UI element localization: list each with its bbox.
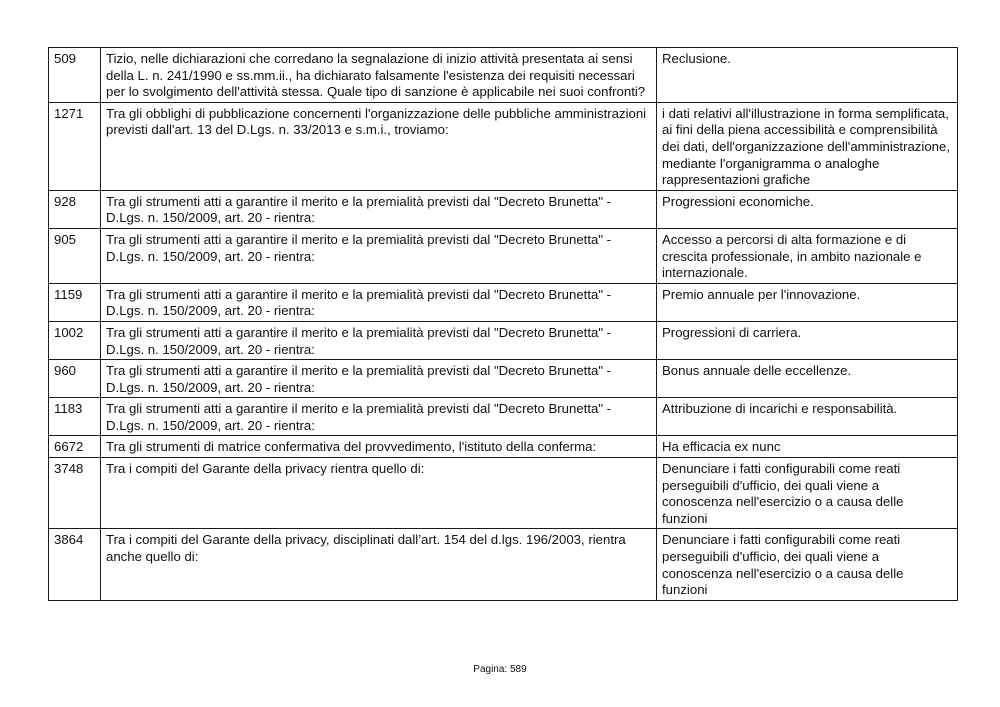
question-id: 960	[49, 360, 101, 398]
question-id: 1271	[49, 102, 101, 190]
question-id: 3864	[49, 529, 101, 600]
table-row	[49, 283, 958, 321]
table-row	[49, 102, 958, 190]
question-table-body	[49, 48, 958, 601]
answer-text: Premio annuale per l'innovazione.	[657, 283, 958, 321]
answer-text: Reclusione.	[657, 48, 958, 103]
question-table	[48, 47, 958, 601]
question-text: Tra gli strumenti atti a garantire il merito e la premialità previsti dal "Decreto Brunetta" - D.Lgs. n. 150/2009, art. 20 - rientra:	[101, 360, 657, 398]
question-id: 905	[49, 228, 101, 283]
question-id: 1002	[49, 321, 101, 359]
table-row	[49, 458, 958, 529]
page-number: Pagina: 589	[473, 664, 527, 675]
answer-text: Attribuzione di incarichi e responsabilità.	[657, 398, 958, 436]
answer-text: Denunciare i fatti configurabili come reati perseguibili d'ufficio, dei quali viene a conoscenza nell'esercizio o a causa delle funzioni	[657, 458, 958, 529]
question-id: 1183	[49, 398, 101, 436]
table-row	[49, 436, 958, 458]
question-id: 928	[49, 190, 101, 228]
question-text: Tra i compiti del Garante della privacy, disciplinati dall’art. 154 del d.lgs. 196/2003, rientra anche quello di:	[101, 529, 657, 600]
question-text: Tizio, nelle dichiarazioni che corredano la segnalazione di inizio attività presentata ai sensi della L. n. 241/1990 e ss.mm.ii., ha dichiarato falsamente l'esistenza dei requisiti necessari per lo svolgimento dell'attività stessa. Quale tipo di sanzione è applicabile nei suoi confronti?	[101, 48, 657, 103]
table-row	[49, 321, 958, 359]
question-text: Tra gli obblighi di pubblicazione concernenti l'organizzazione delle pubbliche amministrazioni previsti dall'art. 13 del D.Lgs. n. 33/2013 e s.m.i., troviamo:	[101, 102, 657, 190]
table-row	[49, 190, 958, 228]
question-id: 6672	[49, 436, 101, 458]
question-text: Tra gli strumenti di matrice confermativa del provvedimento, l'istituto della conferma:	[101, 436, 657, 458]
answer-text: Bonus annuale delle eccellenze.	[657, 360, 958, 398]
question-text: Tra gli strumenti atti a garantire il merito e la premialità previsti dal "Decreto Brunetta" - D.Lgs. n. 150/2009, art. 20 - rientra:	[101, 321, 657, 359]
question-id: 509	[49, 48, 101, 103]
answer-text: Accesso a percorsi di alta formazione e di crescita professionale, in ambito nazionale e internazionale.	[657, 228, 958, 283]
table-row	[49, 529, 958, 600]
answer-text: Progressioni economiche.	[657, 190, 958, 228]
table-row	[49, 360, 958, 398]
question-text: Tra gli strumenti atti a garantire il merito e la premialità previsti dal "Decreto Brunetta" - D.Lgs. n. 150/2009, art. 20 - rientra:	[101, 190, 657, 228]
answer-text: Progressioni di carriera.	[657, 321, 958, 359]
answer-text: Denunciare i fatti configurabili come reati perseguibili d'ufficio, dei quali viene a conoscenza nell'esercizio o a causa delle funzioni	[657, 529, 958, 600]
question-id: 3748	[49, 458, 101, 529]
answer-text: i dati relativi all'illustrazione in forma semplificata, ai fini della piena accessibilità e comprensibilità dei dati, dell'organizzazione dell'amministrazione, mediante l'organigramma o analoghe rappresentazioni grafiche	[657, 102, 958, 190]
table-row	[49, 228, 958, 283]
table-row	[49, 48, 958, 103]
question-text: Tra gli strumenti atti a garantire il merito e la premialità previsti dal "Decreto Brunetta" - D.Lgs. n. 150/2009, art. 20 - rientra:	[101, 398, 657, 436]
table-row	[49, 398, 958, 436]
answer-text: Ha efficacia ex nunc	[657, 436, 958, 458]
question-text: Tra i compiti del Garante della privacy rientra quello di:	[101, 458, 657, 529]
question-text: Tra gli strumenti atti a garantire il merito e la premialità previsti dal "Decreto Brunetta" - D.Lgs. n. 150/2009, art. 20 - rientra:	[101, 228, 657, 283]
question-id: 1159	[49, 283, 101, 321]
question-text: Tra gli strumenti atti a garantire il merito e la premialità previsti dal "Decreto Brunetta" - D.Lgs. n. 150/2009, art. 20 - rientra:	[101, 283, 657, 321]
